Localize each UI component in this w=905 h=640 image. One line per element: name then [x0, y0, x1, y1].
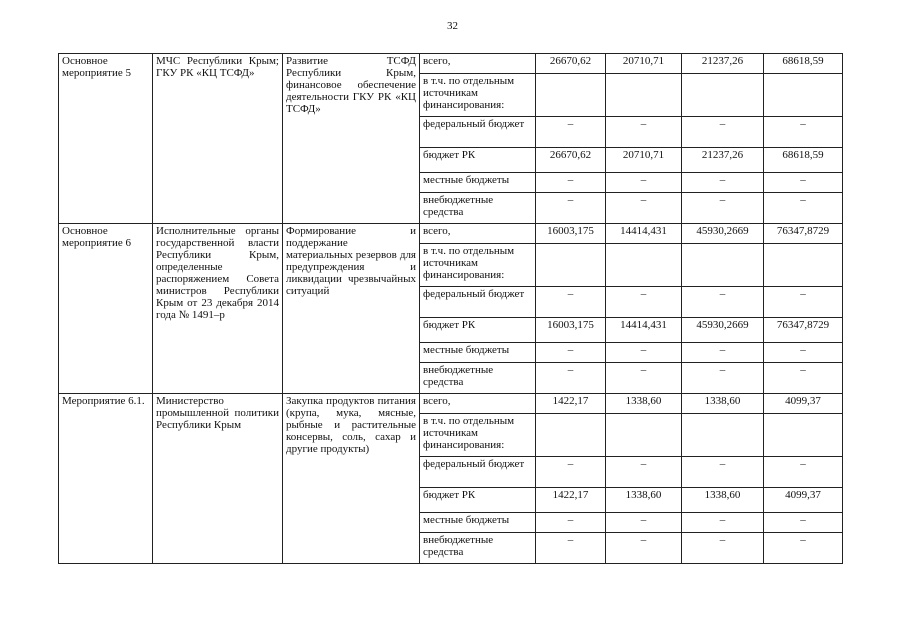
amount-cell: –	[606, 533, 682, 564]
amount-cell: –	[606, 173, 682, 193]
amount-cell: –	[536, 287, 606, 318]
amount-cell: 4099,37	[764, 394, 843, 414]
amount-cell: –	[682, 287, 764, 318]
amount-cell: 20710,71	[606, 148, 682, 173]
funding-source-label: всего,	[420, 54, 536, 74]
amount-cell: –	[682, 363, 764, 394]
amount-cell: –	[764, 363, 843, 394]
amount-cell	[606, 244, 682, 287]
funding-source-label: внебюджетные средства	[420, 363, 536, 394]
amount-cell	[682, 74, 764, 117]
amount-cell: 68618,59	[764, 148, 843, 173]
amount-cell	[536, 74, 606, 117]
table-row	[59, 224, 843, 244]
amount-cell	[682, 414, 764, 457]
amount-cell: 45930,2669	[682, 224, 764, 244]
description-cell: Закупка продуктов питания (крупа, мука, мясные, рыбные и растительные консервы, соль, сахар и другие продукты)	[283, 394, 420, 564]
amount-cell: –	[606, 117, 682, 148]
amount-cell: –	[606, 363, 682, 394]
amount-cell: –	[682, 193, 764, 224]
amount-cell: –	[764, 173, 843, 193]
activity-name-cell: Основное мероприятие 5	[59, 54, 153, 224]
funding-source-label: в т.ч. по отдельным источникам финансирования:	[420, 244, 536, 287]
amount-cell: –	[536, 533, 606, 564]
funding-source-label: внебюджетные средства	[420, 193, 536, 224]
executor-cell: Исполнительные органы государственной власти Республики Крым, определенные распоряжением Совета министров Республики Крым от 23 декабря 2014 года № 1491–р	[153, 224, 283, 394]
amount-cell	[764, 74, 843, 117]
amount-cell	[536, 414, 606, 457]
funding-source-label: бюджет РК	[420, 488, 536, 513]
amount-cell	[764, 244, 843, 287]
funding-source-label: в т.ч. по отдельным источникам финансирования:	[420, 414, 536, 457]
amount-cell	[764, 414, 843, 457]
amount-cell: 4099,37	[764, 488, 843, 513]
amount-cell: 14414,431	[606, 318, 682, 343]
funding-source-label: местные бюджеты	[420, 513, 536, 533]
funding-source-label: в т.ч. по отдельным источникам финансирования:	[420, 74, 536, 117]
amount-cell: –	[606, 343, 682, 363]
amount-cell: 1422,17	[536, 394, 606, 414]
page-number: 32	[447, 20, 458, 32]
amount-cell: 26670,62	[536, 148, 606, 173]
table-row	[59, 54, 843, 74]
amount-cell: –	[682, 513, 764, 533]
amount-cell: –	[682, 343, 764, 363]
amount-cell: 21237,26	[682, 54, 764, 74]
amount-cell: 14414,431	[606, 224, 682, 244]
activity-name-cell: Основное мероприятие 6	[59, 224, 153, 394]
amount-cell: –	[764, 533, 843, 564]
amount-cell: –	[606, 287, 682, 318]
amount-cell	[682, 244, 764, 287]
amount-cell: –	[764, 513, 843, 533]
amount-cell: 76347,8729	[764, 318, 843, 343]
amount-cell: 26670,62	[536, 54, 606, 74]
amount-cell: –	[536, 343, 606, 363]
description-cell: Развитие ТСФД Республики Крым, финансовое обеспечение деятельности ГКУ РК «КЦ ТСФД»	[283, 54, 420, 224]
amount-cell: 1338,60	[606, 394, 682, 414]
funding-source-label: бюджет РК	[420, 148, 536, 173]
funding-source-label: местные бюджеты	[420, 343, 536, 363]
amount-cell: –	[606, 193, 682, 224]
amount-cell: –	[682, 533, 764, 564]
amount-cell: 45930,2669	[682, 318, 764, 343]
amount-cell: –	[536, 363, 606, 394]
amount-cell: 16003,175	[536, 318, 606, 343]
activity-name-cell: Мероприятие 6.1.	[59, 394, 153, 564]
amount-cell: –	[764, 457, 843, 488]
financing-table	[58, 53, 843, 564]
table-row	[59, 394, 843, 414]
amount-cell: 1338,60	[682, 394, 764, 414]
funding-source-label: бюджет РК	[420, 318, 536, 343]
amount-cell: 20710,71	[606, 54, 682, 74]
amount-cell: –	[682, 117, 764, 148]
funding-source-label: всего,	[420, 394, 536, 414]
funding-source-label: федеральный бюджет	[420, 117, 536, 148]
executor-cell: Министерство промышленной политики Республики Крым	[153, 394, 283, 564]
funding-source-label: федеральный бюджет	[420, 457, 536, 488]
amount-cell	[606, 414, 682, 457]
amount-cell: –	[536, 457, 606, 488]
amount-cell: –	[682, 457, 764, 488]
amount-cell: –	[606, 457, 682, 488]
amount-cell: 76347,8729	[764, 224, 843, 244]
description-cell: Формирование и поддержание материальных резервов для предупреждения и ликвидации чрезвычайных ситуаций	[283, 224, 420, 394]
funding-source-label: всего,	[420, 224, 536, 244]
amount-cell: –	[536, 193, 606, 224]
amount-cell: 1338,60	[682, 488, 764, 513]
amount-cell: 1338,60	[606, 488, 682, 513]
executor-cell: МЧС Республики Крым; ГКУ РК «КЦ ТСФД»	[153, 54, 283, 224]
amount-cell: 68618,59	[764, 54, 843, 74]
amount-cell: 16003,175	[536, 224, 606, 244]
funding-source-label: федеральный бюджет	[420, 287, 536, 318]
amount-cell: –	[536, 173, 606, 193]
amount-cell	[536, 244, 606, 287]
funding-source-label: местные бюджеты	[420, 173, 536, 193]
amount-cell: 1422,17	[536, 488, 606, 513]
amount-cell	[606, 74, 682, 117]
amount-cell: –	[764, 287, 843, 318]
amount-cell: –	[682, 173, 764, 193]
amount-cell: –	[764, 117, 843, 148]
amount-cell: –	[764, 343, 843, 363]
amount-cell: –	[536, 117, 606, 148]
amount-cell: 21237,26	[682, 148, 764, 173]
amount-cell: –	[606, 513, 682, 533]
funding-source-label: внебюджетные средства	[420, 533, 536, 564]
amount-cell: –	[536, 513, 606, 533]
amount-cell: –	[764, 193, 843, 224]
